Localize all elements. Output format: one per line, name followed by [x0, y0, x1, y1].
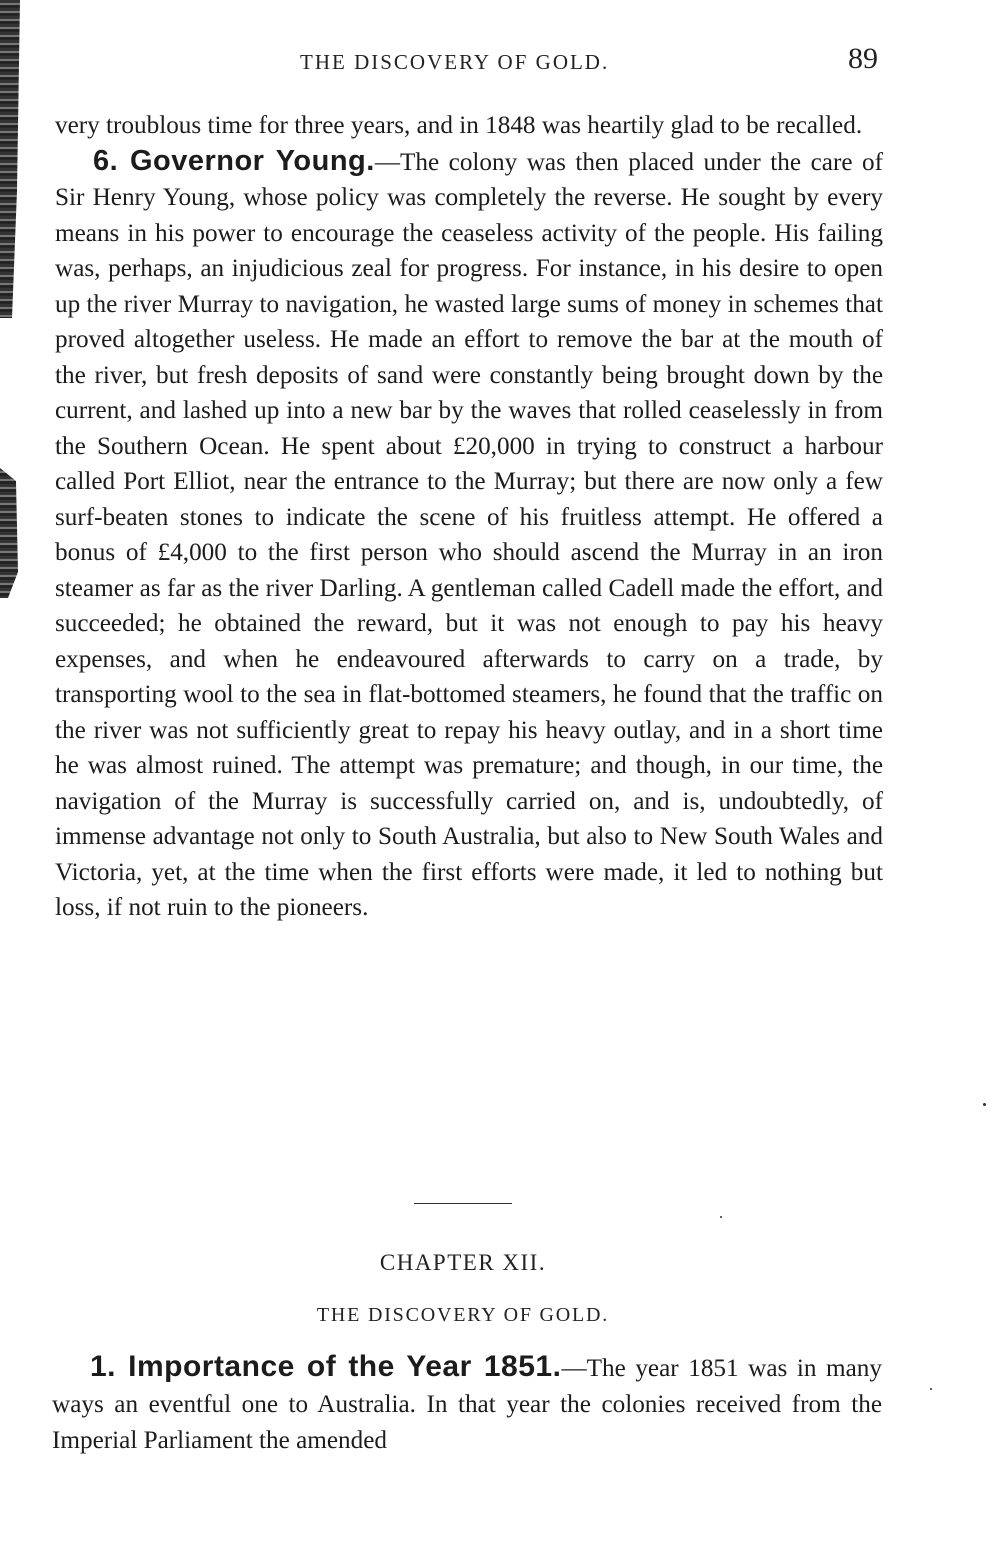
section-heading: 1. Importance of the Year 1851.: [90, 1350, 562, 1383]
continuation-paragraph: very troublous time for three years, and in 1848 was heartily glad to be recalled.: [55, 112, 863, 139]
scan-edge-artifact: [0, 0, 20, 318]
scan-speck: [930, 1388, 932, 1390]
section-body: —The colony was then placed under the care of Sir Henry Young, whose policy was completely the reverse. He sought by every means in his power to encourage the ceaseless activity of the people. His failing was, perhaps, an injudicious zeal for progress. For instance, in his desire to open up the river Murray to navigation, he wasted large sums of money in schemes that proved altogether useless. He made an effort to remove the bar at the mouth of the river, but fresh deposits of sand were constantly being brought down by the current, and lashed up into a new bar by the waves that rolled ceaselessly in from the Southern Ocean. He spent about £20,000 in trying to construct a harbour called Port Elliot, near the entrance to the Murray; but there are now only a few surf-beaten stones to indicate the scene of his fruitless attempt. He offered a bonus of £4,000 to the first person who should ascend the Murray in an iron steamer as far as the river Darling. A gentleman called Cadell made the effort, and succeeded; he obtained the reward, but it was not enough to pay his heavy expenses, and when he endeavoured afterwards to carry on a trade, by transporting wool to the sea in flat-bottomed steamers, he found that the traffic on the river was not sufficiently great to repay his heavy outlay, and in a short time he was almost ruined. The attempt was premature; and though, in our time, the navigation of the Murray is successfully carried on, and is, undoubtedly, of immense advantage not only to South Australia, but also to New South Wales and Victoria, yet, at the time when the first efforts were made, it led to nothing but loss, if not ruin to the pioneers.: [55, 148, 883, 921]
section-6-paragraph: [55, 144, 883, 926]
scan-speck: [720, 1216, 722, 1218]
running-head: THE DISCOVERY OF GOLD.: [300, 50, 610, 74]
page-number: 89: [848, 42, 878, 75]
chapter-number: CHAPTER XII.: [379, 1250, 547, 1275]
section-1-paragraph: [52, 1349, 882, 1459]
chapter-title: THE DISCOVERY OF GOLD.: [316, 1304, 610, 1326]
section-body: —The year 1851 was in many ways an eventful one to Australia. In that year the colonies received from the Imperial Parliament the amended: [52, 1355, 882, 1454]
section-heading: 6. Governor Young.: [93, 144, 375, 177]
scan-speck: [983, 1103, 986, 1106]
section-divider-rule: [414, 1203, 512, 1204]
scan-edge-artifact: [0, 468, 20, 598]
main-text-block: [55, 108, 883, 926]
chapter-text-block: [52, 1349, 882, 1459]
